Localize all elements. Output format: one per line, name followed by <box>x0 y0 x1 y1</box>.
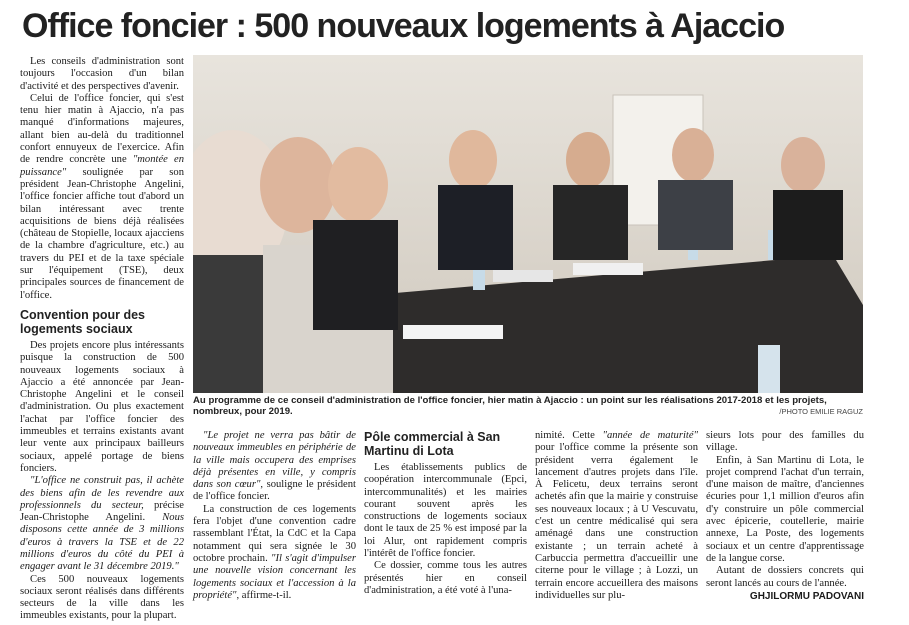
photo-credit: /PHOTO EMILIE RAGUZ <box>779 407 863 416</box>
paragraph: Des projets encore plus intéressants puisque la construction de 500 nouveaux logements sociaux à Ajaccio a été annoncée par Jean-Christophe Angelini et le conseil d'administration. Ou plus exactement l'achat par l'office foncier des immeubles et terrains existants avant leur vente aux principaux bailleurs sociaux, appelé portage de biens fonciers. <box>20 339 184 474</box>
paragraph: Enfin, à San Martinu di Lota, le projet comprend l'achat d'un terrain, d'une maison de maître, d'anciennes écuries pour 1,1 million d'euros afin d'y construire un pôle commercial avec épicerie, coutellerie, mairie annexe, La Poste, des logements sociaux et un centre d'apprentissage de la langue corse. <box>706 454 864 564</box>
paragraph: "Le projet ne verra pas bâtir de nouveaux immeubles en périphérie de la ville mais occupera des emprises déjà présentes en ville, y compris dans son cœur", souligne le président de l'office foncier. <box>193 430 356 503</box>
headline: Office foncier : 500 nouveaux logements à Ajaccio <box>22 7 785 45</box>
paragraph: Les conseils d'administration sont toujours l'occasion d'un bilan d'activité et des perspectives d'avenir. <box>20 56 184 92</box>
paragraph: Ce dossier, comme tous les autres présentés hier en conseil d'administration, a été voté à l'una- <box>364 560 527 596</box>
article-column-4 <box>535 430 698 602</box>
paragraph: sieurs lots pour des familles du village. <box>706 430 864 454</box>
article-column-5 <box>706 430 864 603</box>
photo-caption: Au programme de ce conseil d'administration de l'office foncier, hier matin à Ajaccio : un point sur les réalisations 2017-2018 et les projets, nombreux, pour 2019. <box>193 395 827 417</box>
paragraph: Ces 500 nouveaux logements sociaux seront réalisés dans différents secteurs de la ville dans les immeubles existants, pour la plupart. <box>20 573 184 622</box>
article-column-1 <box>20 56 184 623</box>
article-column-2 <box>193 430 356 602</box>
paragraph: "L'office ne construit pas, il achète des biens afin de les revendre aux professionnels du secteur, précise Jean-Christophe Angelini. Nous disposons cette année de 3 millions d'euros à travers la TSE et de 22 millions d'euros du côté du PEI à engager avant le 31 décembre 2019." <box>20 475 184 573</box>
subheading-pole-commercial: Pôle commercial à San Martinu di Lota <box>364 430 501 458</box>
paragraph: Les établissements publics de coopération intercommunale (Epci, intercommunalités) et les mairies courant souvent après les constructions de logements sociaux dont le taux de 25 % est imposé par la loi Alur, ont rapidement compris l'intérêt de l'office foncier. <box>364 462 527 560</box>
subheading-convention: Convention pour des logements sociaux <box>20 307 145 336</box>
paragraph: Celui de l'office foncier, qui s'est tenu hier matin à Ajaccio, n'a pas manqué d'informations majeures, allant bien au-delà du traditionnel confort ennuyeux de l'exercice. Afin de rendre concrète une "montée en puissance" soulignée par son président Jean-Christophe Angelini, l'office foncier affiche tout d'abord un bilan intéressant avec trente acquisitions de biens déjà réalisées (château de Stopielle, locaux ajacciens de la chambre d'agriculture, etc.) au travers du PEI et de la taxe spéciale sur l'équipement (TSE), deux principales sources de financement de l'office. <box>20 92 184 301</box>
meeting-photo <box>193 55 863 393</box>
author-signature: GHJILORMU PADOVANI <box>749 590 864 602</box>
paragraph: La construction de ces logements fera l'objet d'une convention cadre rassemblant l'État, la CdC et la Capa notamment qui sera signée le 30 octobre prochain. "Il s'agit d'impulser une nouvelle vision concernant les logements sociaux et l'accession à la propriété", affirme-t-il. <box>193 503 356 601</box>
paragraph: Autant de dossiers concrets qui seront lancés au cours de l'année. <box>706 565 864 589</box>
paragraph: nimité. Cette "année de maturité" pour l'office comme la présente son président verra également le lancement d'autres projets dans l'île. À Felicetu, deux terrains seront achetés afin que la mairie y construise ses nouveaux locaux ; à U Vescuvatu, c'est un centre médicalisé qui sera aménagé dans une construction existante ; un terrain acheté à Carbuccia permettra d'accueillir une citerne pour le village ; à Lozzi, un terrain encore accueillera des maisons individuelles sur plu- <box>535 430 699 601</box>
article-column-3 <box>364 430 527 597</box>
